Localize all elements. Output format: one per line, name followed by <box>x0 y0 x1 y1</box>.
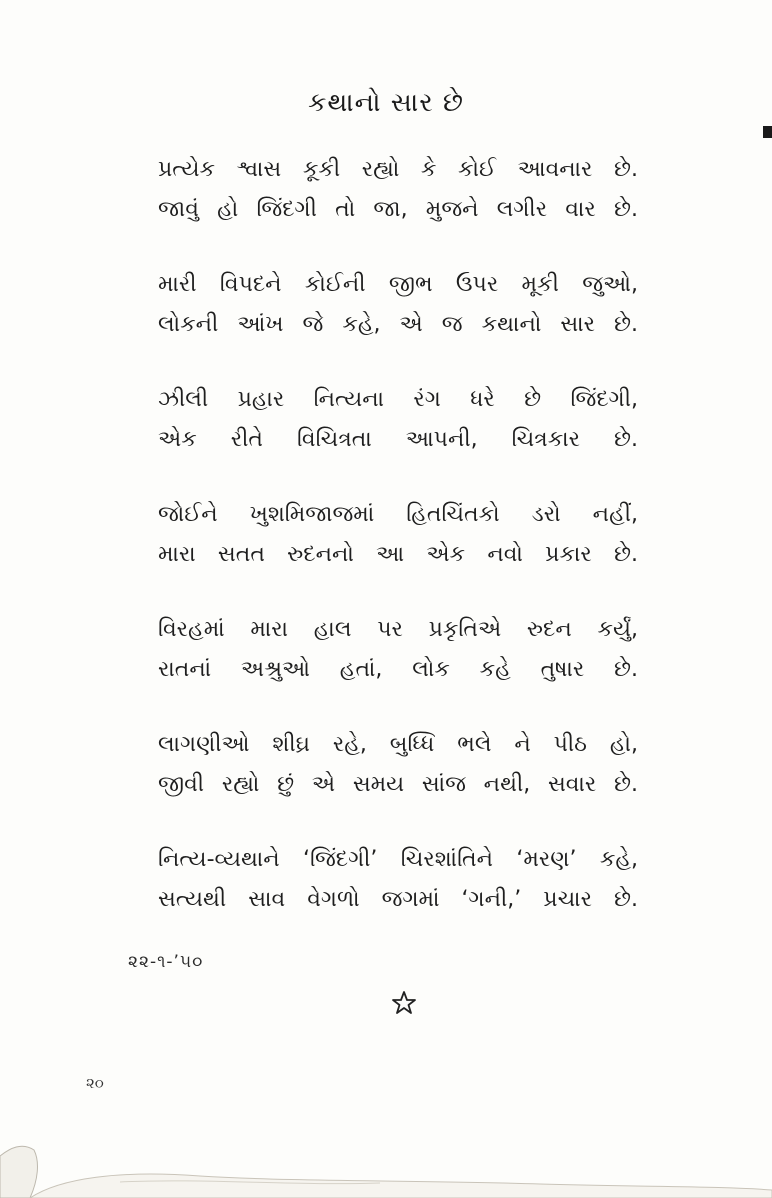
poem-line: જાવું હો જિંદગી તો જા, મુજને લગીર વાર છે. <box>158 197 638 222</box>
poem-line: પ્રત્યેક શ્વાસ કૂકી રહ્યો કે કોઈ આવનાર છે. <box>158 157 638 182</box>
poem-line: વિરહમાં મારા હાલ પર પ્રકૃતિએ રુદન કર્યું, <box>158 617 638 642</box>
poem-line: ઝીલી પ્રહાર નિત્યના રંગ ધરે છે જિંદગી, <box>158 387 638 412</box>
torn-page-edge <box>0 1120 772 1198</box>
stanza-4 <box>158 495 638 610</box>
poem-line: લોકની આંખ જે કહે, એ જ કથાનો સાર છે. <box>158 312 638 337</box>
poem-line: મારા સતત રુદનનો આ એક નવો પ્રકાર છે. <box>158 542 638 567</box>
stanza-3 <box>158 380 638 495</box>
stanza-2 <box>158 265 638 380</box>
poem-line: નિત્ય-વ્યથાને ‘જિંદગી’ ચિરશાંતિને ‘મરણ’ કહે, <box>158 847 638 872</box>
poem-date: ૨૨-૧-’૫૦ <box>128 952 204 972</box>
poem-line: જીવી રહ્યો છું એ સમય સાંજ નથી, સવાર છે. <box>158 772 638 797</box>
poem-title: કથાનો સાર છે <box>307 88 465 118</box>
poem-line: રાતનાં અશ્રુઓ હતાં, લોક કહે તુષાર છે. <box>158 657 638 682</box>
page-number: ૨૦ <box>86 1074 104 1092</box>
star-icon <box>391 990 417 1016</box>
stanza-5 <box>158 610 638 725</box>
stanza-6 <box>158 725 638 840</box>
poem-line: મારી વિપદને કોઈની જીભ ઉપર મૂકી જુઓ, <box>158 272 638 297</box>
poem-line: સત્યથી સાવ વેગળો જગમાં ‘ગની,’ પ્રચાર છે. <box>158 887 638 912</box>
stanza-7 <box>158 840 638 955</box>
poem-line: એક રીતે વિચિત્રતા આપની, ચિત્રકાર છે. <box>158 427 638 452</box>
poem-line: જોઈને ખુશમિજાજમાં હિતચિંતકો ડરો નહીં, <box>158 502 638 527</box>
stanza-1 <box>158 150 638 265</box>
poem-line: લાગણીઓ શીઘ્ર રહે, બુધ્ધિ ભલે ને પીઠ હો, <box>158 732 638 757</box>
page-edge-mark <box>763 126 772 138</box>
poem-body <box>158 150 638 955</box>
